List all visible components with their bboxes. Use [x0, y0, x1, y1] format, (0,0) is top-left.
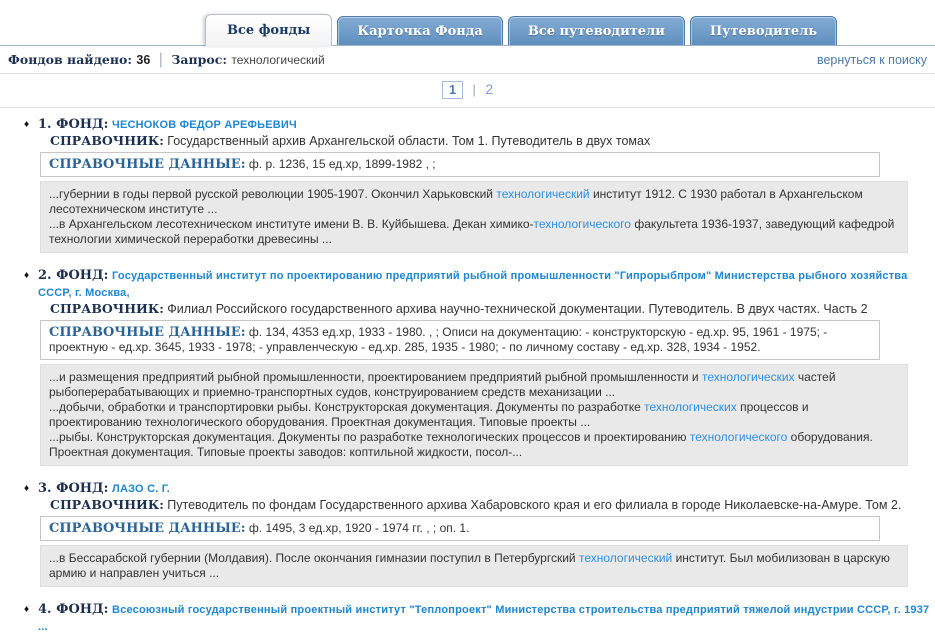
separator: |	[158, 51, 163, 68]
result-number: 2.	[38, 268, 57, 283]
highlighted-query-term-link[interactable]: технологический	[578, 551, 673, 565]
diamond-bullet-icon: ♦	[24, 119, 30, 130]
result-number: 3.	[38, 481, 57, 496]
fond-label: ФОНД:	[56, 481, 109, 496]
snippet-box	[40, 181, 908, 253]
fond-label: ФОНД:	[56, 602, 109, 617]
highlighted-query-term-link[interactable]: технологического	[689, 430, 788, 444]
results-info-bar	[0, 46, 935, 73]
result-title-line	[24, 116, 935, 133]
back-to-search-link[interactable]: вернуться к поиску	[816, 53, 927, 67]
highlighted-query-term-link[interactable]: технологический	[496, 187, 590, 201]
snippet-paragraph: ...в Архангельском лесотехническом институте имени В. В. Куйбышева. Декан химико-технологического факультета 1936-1937, заведующий кафедрой технологии химической переработки древесины ...	[49, 217, 895, 246]
spravochnik-line: СПРАВОЧНИК: Путеводитель по фондам Государственного архива Хабаровского края и его филиала в городе Николаевске-на-Амуре. Том 2.	[50, 497, 902, 512]
fond-title-link[interactable]: ЧЕСНОКОВ ФЕДОР АРЕФЬЕВИЧ	[112, 119, 297, 131]
tab-fond-card[interactable]: Карточка Фонда	[337, 16, 503, 45]
page-current[interactable]: 1	[442, 81, 463, 99]
results-summary	[8, 51, 325, 69]
snippet-paragraph: ...рыбы. Конструкторская документация. Документы по разработке технологических процессов и проектированию технологического оборудования. Проектная документация. Типовые проекты заводов: коптильной жидкости, посол-...	[49, 430, 873, 459]
pagination	[0, 74, 935, 107]
snippet-box	[40, 364, 908, 466]
snippet-paragraph: ...губернии в годы первой русской революции 1905-1907. Окончил Харьковский технологический институт 1912. С 1930 работал в Архангельском лесотехническом институте ...	[49, 187, 863, 216]
highlighted-query-term-link[interactable]: технологического	[533, 217, 631, 231]
diamond-bullet-icon: ♦	[24, 483, 30, 494]
fond-label: ФОНД:	[56, 117, 109, 132]
reference-data-box: СПРАВОЧНЫЕ ДАННЫЕ: ф. 1495, 3 ед.хр, 1920 - 1974 гг. , ; оп. 1.	[40, 516, 880, 541]
result-item	[0, 480, 935, 587]
result-title-line	[24, 601, 935, 635]
snippet-paragraph: ...в Бессарабской губернии (Молдавия). После окончания гимназии поступил в Петербургский технологический институт. Был мобилизован в царскую армию и направлен учиться ...	[49, 551, 890, 580]
spravochnik-label: СПРАВОЧНИК:	[50, 497, 164, 512]
tab-all-guides[interactable]: Все путеводители	[508, 16, 685, 45]
fond-title-link[interactable]: Всесоюзный государственный проектный институт "Теплопроект" Министерства строительства предприятий тяжелой индустрии СССР, г. 1937 ...	[38, 604, 930, 633]
query-label: Запрос:	[171, 52, 227, 67]
fond-title-link[interactable]: Государственный институт по проектированию предприятий рыбной промышленности "Гипрорыбпром" Министерства рыбного хозяйства СССР, г. Москва,	[38, 270, 908, 299]
query-value: технологический	[231, 53, 325, 67]
page-separator: |	[472, 82, 476, 97]
reference-data-label: СПРАВОЧНЫЕ ДАННЫЕ:	[49, 325, 246, 340]
result-title-line	[24, 480, 935, 497]
result-title-line	[24, 267, 935, 301]
reference-data-box: СПРАВОЧНЫЕ ДАННЫЕ: ф. 134, 4353 ед.хр, 1933 - 1980. , ; Описи на документацию: - конструкторскую - ед.хр. 95, 1961 - 1975; - проектную - ед.хр. 3645, 1933 - 1978; - управленческую - ед.хр. 285, 1935 - 1980; - по личному составу - ед.хр. 328, 1934 - 1952.	[40, 320, 880, 360]
result-number: 4.	[38, 602, 57, 617]
reference-data-label: СПРАВОЧНЫЕ ДАННЫЕ:	[49, 521, 246, 536]
reference-data-box: СПРАВОЧНЫЕ ДАННЫЕ: ф. р. 1236, 15 ед.хр, 1899-1982 , ;	[40, 152, 880, 177]
snippet-paragraph: ...добычи, обработки и транспортировки рыбы. Конструкторская документация. Документы по разработке технологических процессов и проектированию технологического оборудования. Проектная документация. Типовые проекты ...	[49, 400, 809, 429]
spravochnik-line: СПРАВОЧНИК: Государственный архив Архангельской области. Том 1. Путеводитель в двух томах	[50, 133, 651, 148]
reference-data-label: СПРАВОЧНЫЕ ДАННЫЕ:	[49, 157, 246, 172]
spravochnik-line: СПРАВОЧНИК: Филиал Российского государственного архива научно-технической документации. Путеводитель. В двух частях. Часть 2	[50, 301, 868, 316]
highlighted-query-term-link[interactable]: технологических	[644, 400, 737, 414]
found-count: 36	[136, 53, 151, 67]
found-label: Фондов найдено:	[8, 52, 132, 67]
tab-all-fonds[interactable]: Все фонды	[205, 14, 332, 46]
spravochnik-label: СПРАВОЧНИК:	[50, 133, 164, 148]
page-link-2[interactable]: 2	[485, 81, 494, 97]
spravochnik-label: СПРАВОЧНИК:	[50, 301, 164, 316]
fond-label: ФОНД:	[56, 268, 109, 283]
diamond-bullet-icon: ♦	[24, 270, 30, 281]
snippet-box	[40, 545, 908, 587]
snippet-paragraph: ...и размещения предприятий рыбной промышленности, проектированием предприятий рыбной промышленности и технологических частей рыбоперерабатывающих и приемно-транспортных судов, конструированием средств механизации ...	[49, 370, 836, 399]
tab-strip	[0, 0, 935, 46]
fond-title-link[interactable]: ЛАЗО С. Г.	[112, 483, 171, 495]
tab-guide[interactable]: Путеводитель	[690, 16, 837, 45]
result-item	[0, 601, 935, 635]
result-item	[0, 267, 935, 466]
results-list	[0, 108, 935, 635]
result-number: 1.	[38, 117, 57, 132]
diamond-bullet-icon: ♦	[24, 604, 30, 615]
highlighted-query-term-link[interactable]: технологических	[701, 370, 795, 384]
result-item	[0, 116, 935, 253]
